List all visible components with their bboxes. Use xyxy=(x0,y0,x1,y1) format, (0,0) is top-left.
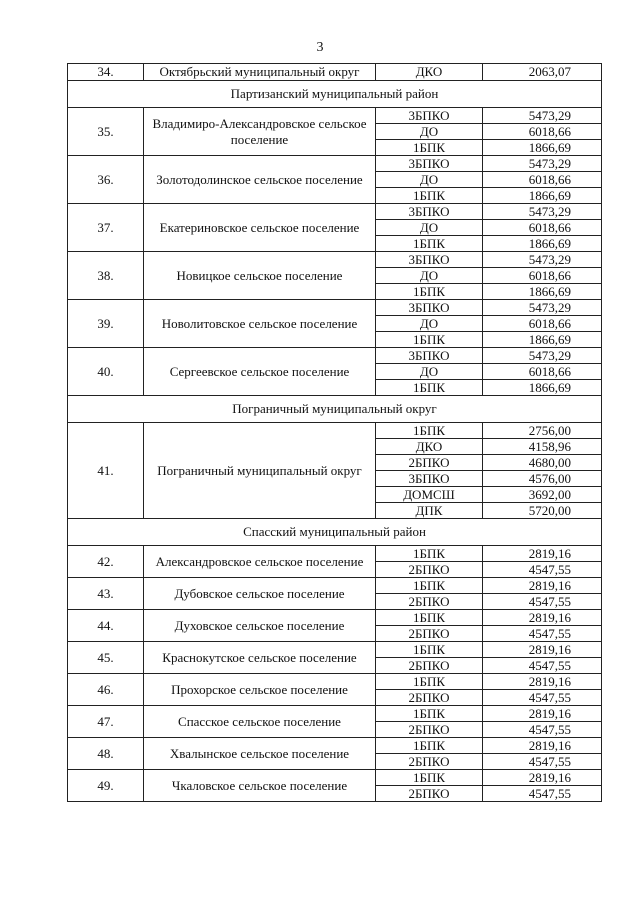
row-number: 44. xyxy=(68,610,144,642)
table-row xyxy=(68,546,602,562)
municipality-name: Золотодолинское сельское поселение xyxy=(144,156,376,204)
cost-value: 2819,16 xyxy=(483,674,602,690)
section-row xyxy=(68,519,602,546)
program-type: 1БПК xyxy=(376,332,483,348)
table-row xyxy=(68,706,602,722)
program-type: 1БПК xyxy=(376,423,483,439)
program-type: ДО xyxy=(376,124,483,140)
table-row xyxy=(68,610,602,626)
program-type: 1БПК xyxy=(376,642,483,658)
municipality-name: Хвалынское сельское поселение xyxy=(144,738,376,770)
cost-value: 6018,66 xyxy=(483,316,602,332)
cost-value: 5473,29 xyxy=(483,252,602,268)
cost-value: 4547,55 xyxy=(483,626,602,642)
cost-value: 4680,00 xyxy=(483,455,602,471)
program-type: 3БПКО xyxy=(376,204,483,220)
municipality-name: Новолитовское сельское поселение xyxy=(144,300,376,348)
program-type: ДО xyxy=(376,220,483,236)
program-type: 2БПКО xyxy=(376,455,483,471)
program-type: 3БПКО xyxy=(376,348,483,364)
table-row xyxy=(68,108,602,124)
program-type: 2БПКО xyxy=(376,690,483,706)
row-number: 41. xyxy=(68,423,144,519)
row-number: 42. xyxy=(68,546,144,578)
table-row xyxy=(68,252,602,268)
cost-value: 1866,69 xyxy=(483,236,602,252)
row-number: 38. xyxy=(68,252,144,300)
program-type: 1БПК xyxy=(376,770,483,786)
program-type: 3БПКО xyxy=(376,471,483,487)
cost-value: 6018,66 xyxy=(483,220,602,236)
cost-value: 5473,29 xyxy=(483,156,602,172)
cost-value: 2819,16 xyxy=(483,738,602,754)
table-row xyxy=(68,156,602,172)
cost-value: 5720,00 xyxy=(483,503,602,519)
municipality-name: Духовское сельское поселение xyxy=(144,610,376,642)
cost-value: 5473,29 xyxy=(483,348,602,364)
cost-value: 5473,29 xyxy=(483,108,602,124)
cost-value: 1866,69 xyxy=(483,380,602,396)
section-row xyxy=(68,396,602,423)
cost-value: 6018,66 xyxy=(483,172,602,188)
program-type: 1БПК xyxy=(376,284,483,300)
municipality-name: Спасское сельское поселение xyxy=(144,706,376,738)
cost-value: 6018,66 xyxy=(483,268,602,284)
cost-value: 4547,55 xyxy=(483,786,602,802)
municipality-name: Новицкое сельское поселение xyxy=(144,252,376,300)
program-type: ДО xyxy=(376,316,483,332)
section-title: Пограничный муниципальный округ xyxy=(68,396,602,423)
table-body xyxy=(68,64,602,802)
table-row xyxy=(68,423,602,439)
municipality-name: Владимиро-Александровское сельское поселение xyxy=(144,108,376,156)
section-row xyxy=(68,81,602,108)
program-type: 2БПКО xyxy=(376,786,483,802)
program-type: ДО xyxy=(376,364,483,380)
program-type: 3БПКО xyxy=(376,108,483,124)
program-type: 1БПК xyxy=(376,546,483,562)
municipality-name: Пограничный муниципальный округ xyxy=(144,423,376,519)
cost-value: 2819,16 xyxy=(483,706,602,722)
program-type: ДО xyxy=(376,268,483,284)
section-title: Партизанский муниципальный район xyxy=(68,81,602,108)
row-number: 36. xyxy=(68,156,144,204)
cost-value: 4547,55 xyxy=(483,690,602,706)
row-number: 34. xyxy=(68,64,144,81)
row-number: 49. xyxy=(68,770,144,802)
program-type: 2БПКО xyxy=(376,722,483,738)
cost-value: 3692,00 xyxy=(483,487,602,503)
municipality-name: Чкаловское сельское поселение xyxy=(144,770,376,802)
row-number: 47. xyxy=(68,706,144,738)
table-row xyxy=(68,348,602,364)
row-number: 48. xyxy=(68,738,144,770)
cost-value: 2756,00 xyxy=(483,423,602,439)
program-type: 1БПК xyxy=(376,738,483,754)
municipality-name: Сергеевское сельское поселение xyxy=(144,348,376,396)
program-type: ДОМСШ xyxy=(376,487,483,503)
cost-value: 4576,00 xyxy=(483,471,602,487)
row-number: 37. xyxy=(68,204,144,252)
program-type: 1БПК xyxy=(376,140,483,156)
program-type: ДПК xyxy=(376,503,483,519)
program-type: 2БПКО xyxy=(376,754,483,770)
program-type: 1БПК xyxy=(376,706,483,722)
municipality-name: Прохорское сельское поселение xyxy=(144,674,376,706)
cost-value: 4547,55 xyxy=(483,722,602,738)
table-row xyxy=(68,642,602,658)
row-number: 39. xyxy=(68,300,144,348)
cost-value: 4547,55 xyxy=(483,594,602,610)
cost-value: 6018,66 xyxy=(483,124,602,140)
program-type: 1БПК xyxy=(376,188,483,204)
cost-value: 2819,16 xyxy=(483,546,602,562)
program-type: 1БПК xyxy=(376,380,483,396)
cost-value: 1866,69 xyxy=(483,284,602,300)
cost-value: 6018,66 xyxy=(483,364,602,380)
cost-value: 2819,16 xyxy=(483,610,602,626)
program-type: ДКО xyxy=(376,64,483,81)
municipality-name: Октябрьский муниципальный округ xyxy=(144,64,376,81)
tariff-table xyxy=(67,63,602,802)
program-type: ДКО xyxy=(376,439,483,455)
cost-value: 4547,55 xyxy=(483,562,602,578)
cost-value: 2819,16 xyxy=(483,578,602,594)
municipality-name: Александровское сельское поселение xyxy=(144,546,376,578)
table-row xyxy=(68,738,602,754)
row-number: 40. xyxy=(68,348,144,396)
cost-value: 2063,07 xyxy=(483,64,602,81)
table-row xyxy=(68,674,602,690)
municipality-name: Краснокутское сельское поселение xyxy=(144,642,376,674)
cost-value: 4158,96 xyxy=(483,439,602,455)
program-type: ДО xyxy=(376,172,483,188)
program-type: 1БПК xyxy=(376,236,483,252)
cost-value: 1866,69 xyxy=(483,140,602,156)
program-type: 3БПКО xyxy=(376,300,483,316)
program-type: 2БПКО xyxy=(376,626,483,642)
page-number: 3 xyxy=(316,40,324,55)
cost-value: 4547,55 xyxy=(483,658,602,674)
cost-value: 4547,55 xyxy=(483,754,602,770)
section-title: Спасский муниципальный район xyxy=(68,519,602,546)
table-row xyxy=(68,770,602,786)
table-row xyxy=(68,300,602,316)
table-row xyxy=(68,204,602,220)
program-type: 1БПК xyxy=(376,610,483,626)
cost-value: 2819,16 xyxy=(483,642,602,658)
program-type: 3БПКО xyxy=(376,252,483,268)
table-row xyxy=(68,64,602,81)
program-type: 2БПКО xyxy=(376,594,483,610)
cost-value: 1866,69 xyxy=(483,332,602,348)
program-type: 1БПК xyxy=(376,674,483,690)
municipality-name: Дубовское сельское поселение xyxy=(144,578,376,610)
program-type: 2БПКО xyxy=(376,658,483,674)
row-number: 46. xyxy=(68,674,144,706)
municipality-name: Екатериновское сельское поселение xyxy=(144,204,376,252)
program-type: 2БПКО xyxy=(376,562,483,578)
cost-value: 1866,69 xyxy=(483,188,602,204)
cost-value: 5473,29 xyxy=(483,300,602,316)
row-number: 35. xyxy=(68,108,144,156)
cost-value: 5473,29 xyxy=(483,204,602,220)
cost-value: 2819,16 xyxy=(483,770,602,786)
table-row xyxy=(68,578,602,594)
program-type: 1БПК xyxy=(376,578,483,594)
row-number: 43. xyxy=(68,578,144,610)
program-type: 3БПКО xyxy=(376,156,483,172)
row-number: 45. xyxy=(68,642,144,674)
